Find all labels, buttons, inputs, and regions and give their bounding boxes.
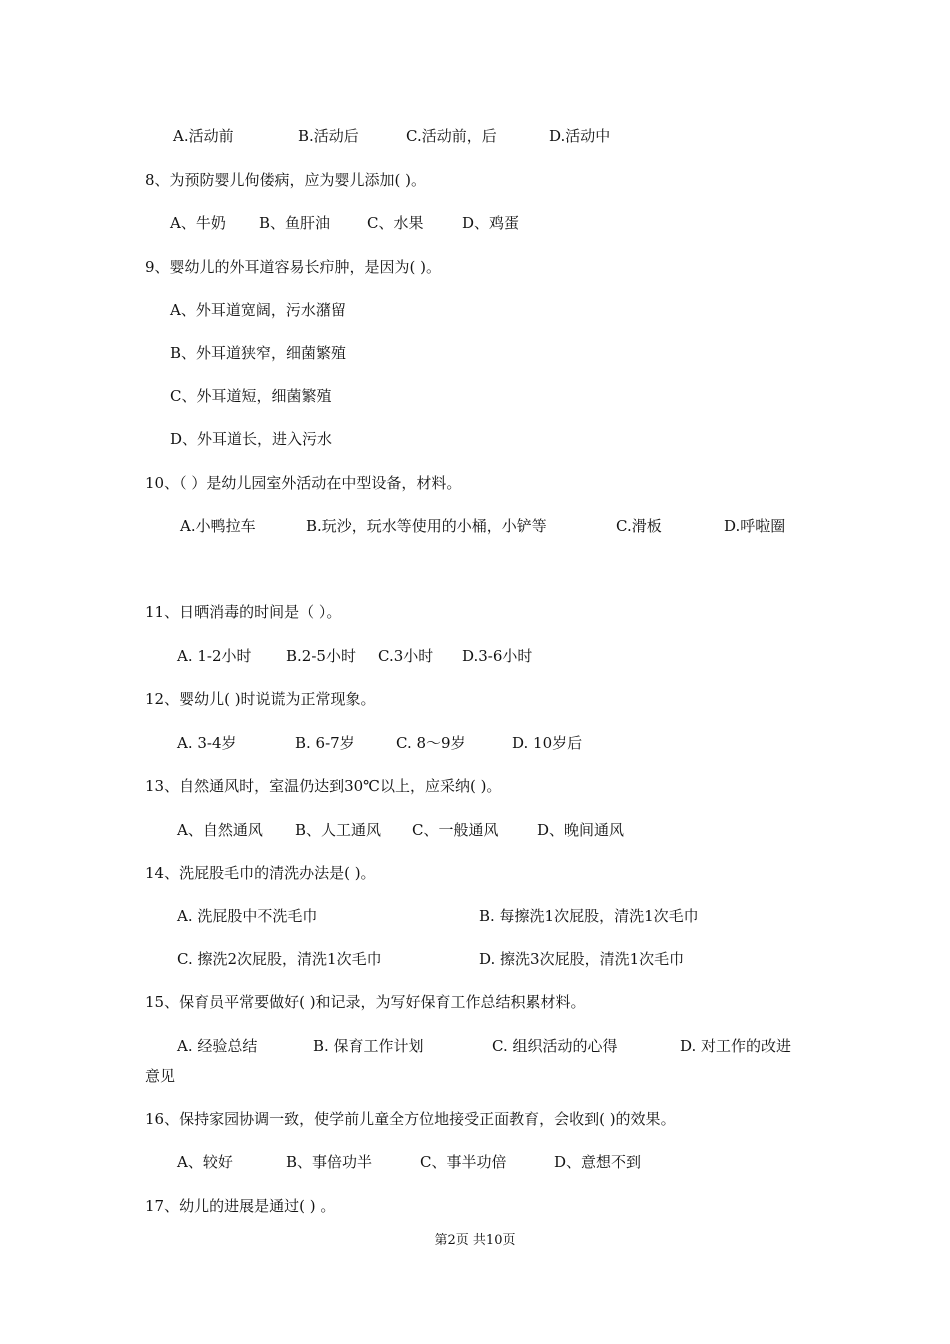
q9-stem: 9、婴幼儿的外耳道容易长疖肿，是因为( )。	[145, 258, 442, 276]
page-footer: 第2页 共10页	[434, 1233, 516, 1248]
q7-option-d: D.活动中	[549, 127, 611, 145]
q16-option-d: D、意想不到	[554, 1153, 642, 1171]
q10-option-b: B.玩沙，玩水等使用的小桶，小铲等	[306, 517, 547, 535]
q7-option-b: B.活动后	[298, 127, 359, 145]
q15-option-d-continuation: 意见	[145, 1067, 176, 1085]
q14-stem: 14、洗屁股毛巾的清洗办法是( )。	[145, 864, 376, 882]
q11-option-b: B.2-5小时	[286, 647, 356, 665]
q9-option-a: A、外耳道宽阔，污水潴留	[170, 301, 346, 319]
q12-option-c: C. 8～9岁	[396, 734, 466, 752]
q13-option-b: B、人工通风	[295, 821, 382, 839]
q15-option-d: D. 对工作的改进	[680, 1037, 792, 1055]
q8-option-a: A、牛奶	[170, 214, 226, 232]
q9-option-d: D、外耳道长，进入污水	[170, 430, 333, 448]
q10-option-c: C.滑板	[616, 517, 662, 535]
q9-option-c: C、外耳道短，细菌繁殖	[170, 387, 332, 405]
q10-stem: 10、（ ）是幼儿园室外活动在中型设备，材料。	[145, 474, 462, 492]
q7-option-c: C.活动前，后	[406, 127, 497, 145]
q12-option-d: D. 10岁后	[512, 734, 583, 752]
q16-stem: 16、保持家园协调一致，使学前儿童全方位地接受正面教育，会收到( )的效果。	[145, 1110, 676, 1128]
q16-option-b: B、事倍功半	[286, 1153, 373, 1171]
q17-stem: 17、幼儿的进展是通过( ) 。	[145, 1197, 336, 1215]
q15-stem: 15、保育员平常要做好( )和记录，为写好保育工作总结积累材料。	[145, 993, 586, 1011]
q8-option-d: D、鸡蛋	[462, 214, 520, 232]
q9-option-b: B、外耳道狭窄，细菌繁殖	[170, 344, 347, 362]
q8-option-b: B、鱼肝油	[259, 214, 331, 232]
q11-option-c: C.3小时	[378, 647, 434, 665]
q15-option-c: C. 组织活动的心得	[492, 1037, 618, 1055]
q15-option-b: B. 保育工作计划	[313, 1037, 424, 1055]
q11-stem: 11、日晒消毒的时间是（ ）。	[145, 603, 342, 621]
q12-stem: 12、婴幼儿( )时说谎为正常现象。	[145, 690, 376, 708]
q15-option-a: A. 经验总结	[177, 1037, 258, 1055]
q11-option-a: A. 1-2小时	[177, 647, 252, 665]
q7-option-a: A.活动前	[173, 127, 234, 145]
q10-option-d: D.呼啦圈	[724, 517, 786, 535]
q12-option-a: A. 3-4岁	[177, 734, 237, 752]
q12-option-b: B. 6-7岁	[295, 734, 355, 752]
q11-option-d: D.3-6小时	[462, 647, 533, 665]
q10-option-a: A.小鸭拉车	[180, 517, 256, 535]
q14-option-c: C. 擦洗2次屁股，清洗1次毛巾	[177, 950, 382, 968]
q13-option-d: D、晚间通风	[537, 821, 625, 839]
q13-option-c: C、一般通风	[412, 821, 499, 839]
q16-option-c: C、事半功倍	[420, 1153, 507, 1171]
q14-option-a: A. 洗屁股中不洗毛巾	[177, 907, 318, 925]
q16-option-a: A、较好	[177, 1153, 233, 1171]
q14-option-b: B. 每擦洗1次屁股，清洗1次毛巾	[479, 907, 699, 925]
q13-option-a: A、自然通风	[177, 821, 263, 839]
q8-stem: 8、为预防婴儿佝偻病，应为婴儿添加( )。	[145, 171, 427, 189]
q13-stem: 13、自然通风时，室温仍达到30℃以上，应采纳( )。	[145, 777, 502, 795]
q14-option-d: D. 擦洗3次屁股，清洗1次毛巾	[479, 950, 685, 968]
q8-option-c: C、水果	[367, 214, 424, 232]
